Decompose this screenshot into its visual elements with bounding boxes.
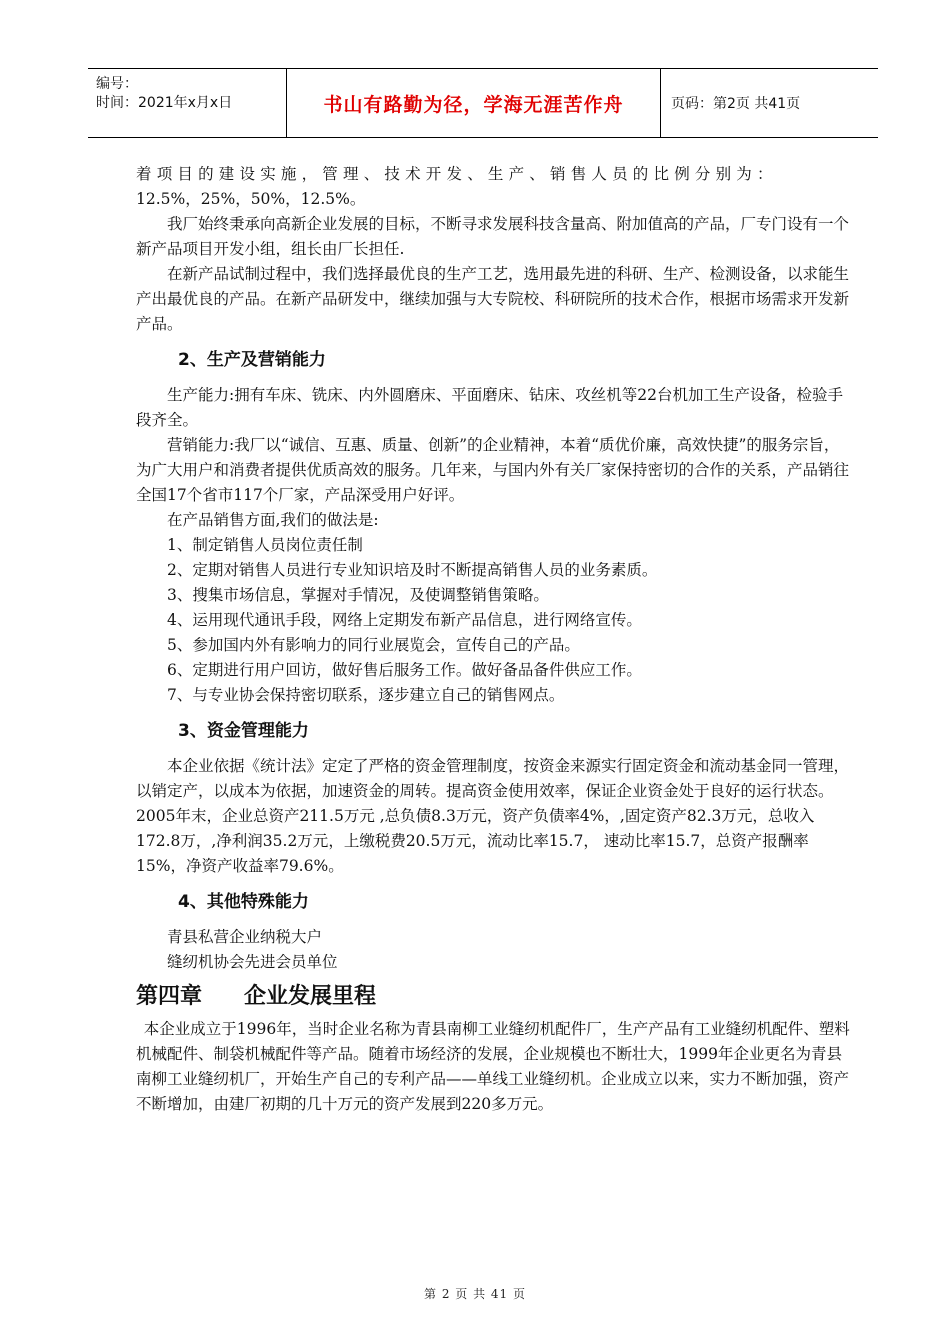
paragraph-finance: 本企业依据《统计法》定定了严格的资金管理制度，按资金来源实行固定资金和流动基金同一管理，以销定产，以成本为依据，加速资金的周转。提高资金使用效率，保证企业资金处于良好的运行状态。2005年末，企业总资产211.5万元 ,总负债8.3万元，资产负债率4%，,固定资产82.3万元，总收入172.8万，,净利润35.2万元，上缴税费20.5万元，流动比率15.7， 速动比率15.7，总资产报酬率15%，净资产收益率79.6%。 [136,757,850,875]
header-meta [88,69,287,137]
page-footer: 第 2 页 共 41 页 [424,1287,526,1301]
section-heading-special: 4、其他特殊能力 [178,892,309,912]
list-item: 1、制定销售人员岗位责任制 [167,536,363,554]
list-item: 3、搜集市场信息，掌握对手情况，及使调整销售策略。 [167,586,549,604]
paragraph-staff-ratio: 着项目的建设实施，管理、技术开发、生产、销售人员的比例分别为： [136,165,778,183]
list-item: 6、定期进行用户回访，做好售后服务工作。做好备品备件供应工作。 [167,661,642,679]
header-page-label: 页码：第2页 共41页 [671,96,801,112]
list-item: 4、运用现代通讯手段，网络上定期发布新产品信息，进行网络宣传。 [167,611,642,629]
chapter-title: 企业发展里程 [244,984,377,1009]
section-heading-production: 2、生产及营销能力 [178,350,326,370]
document-body [136,162,854,1117]
list-item: 7、与专业协会保持密切联系，逐步建立自己的销售网点。 [167,686,565,704]
time-label: 时间：2021年x月x日 [96,95,233,111]
list-item: 2、定期对销售人员进行专业知识培及时不断提高销售人员的业务素质。 [167,561,658,579]
paragraph-production: 生产能力:拥有车床、铣床、内外圆磨床、平面磨床、钻床、攻丝机等22台机加工生产设备，检验手段齐全。 [136,386,843,429]
chapter-number: 第四章 [136,984,203,1009]
paragraph-history: 本企业成立于1996年，当时企业名称为青县南柳工业缝纫机配件厂，生产产品有工业缝纫机配件、塑料机械配件、制袋机械配件等产品。随着市场经济的发展，企业规模也不断壮大，1999年企业更名为青县南柳工业缝纫机厂，开始生产自己的专利产品——单线工业缝纫机。企业成立以来，实力不断加强，资产不断增加，由建厂初期的几十万元的资产发展到220多万元。 [136,1020,850,1113]
sales-list [136,533,854,708]
special-item: 缝纫机协会先进会员单位 [167,953,338,971]
paragraph-staff-values: 12.5%，25%，50%，12.5%。 [136,190,366,208]
number-label: 编号： [96,76,138,92]
chapter-heading [136,981,854,1013]
special-item: 青县私营企业纳税大户 [167,928,323,946]
paragraph-sales-intro: 在产品销售方面,我们的做法是: [167,511,379,529]
list-item: 5、参加国内外有影响力的同行业展览会，宣传自己的产品。 [167,636,580,654]
paragraph-marketing: 营销能力:我厂以“诚信、互惠、质量、创新”的企业精神，本着“质优价廉，高效快捷”的服务宗旨，为广大用户和消费者提供优质高效的服务。几年来，与国内外有关厂家保持密切的合作的关系，产品销往全国17个省市117个厂家，产品深受用户好评。 [136,436,850,504]
paragraph-goal: 我厂始终秉承向高新企业发展的目标，不断寻求发展科技含量高、附加值高的产品，厂专门设有一个新产品项目开发小组，组长由厂长担任. [136,215,850,258]
header-motto: 书山有路勤为径，学海无涯苦作舟 [287,69,661,137]
section-heading-finance: 3、资金管理能力 [178,721,309,741]
page-header [88,68,878,138]
paragraph-trial: 在新产品试制过程中，我们选择最优良的生产工艺，选用最先进的科研、生产、检测设备，以求能生产出最优良的产品。在新产品研发中，继续加强与大专院校、科研院所的技术合作，根据市场需求开发新产品。 [136,265,850,333]
